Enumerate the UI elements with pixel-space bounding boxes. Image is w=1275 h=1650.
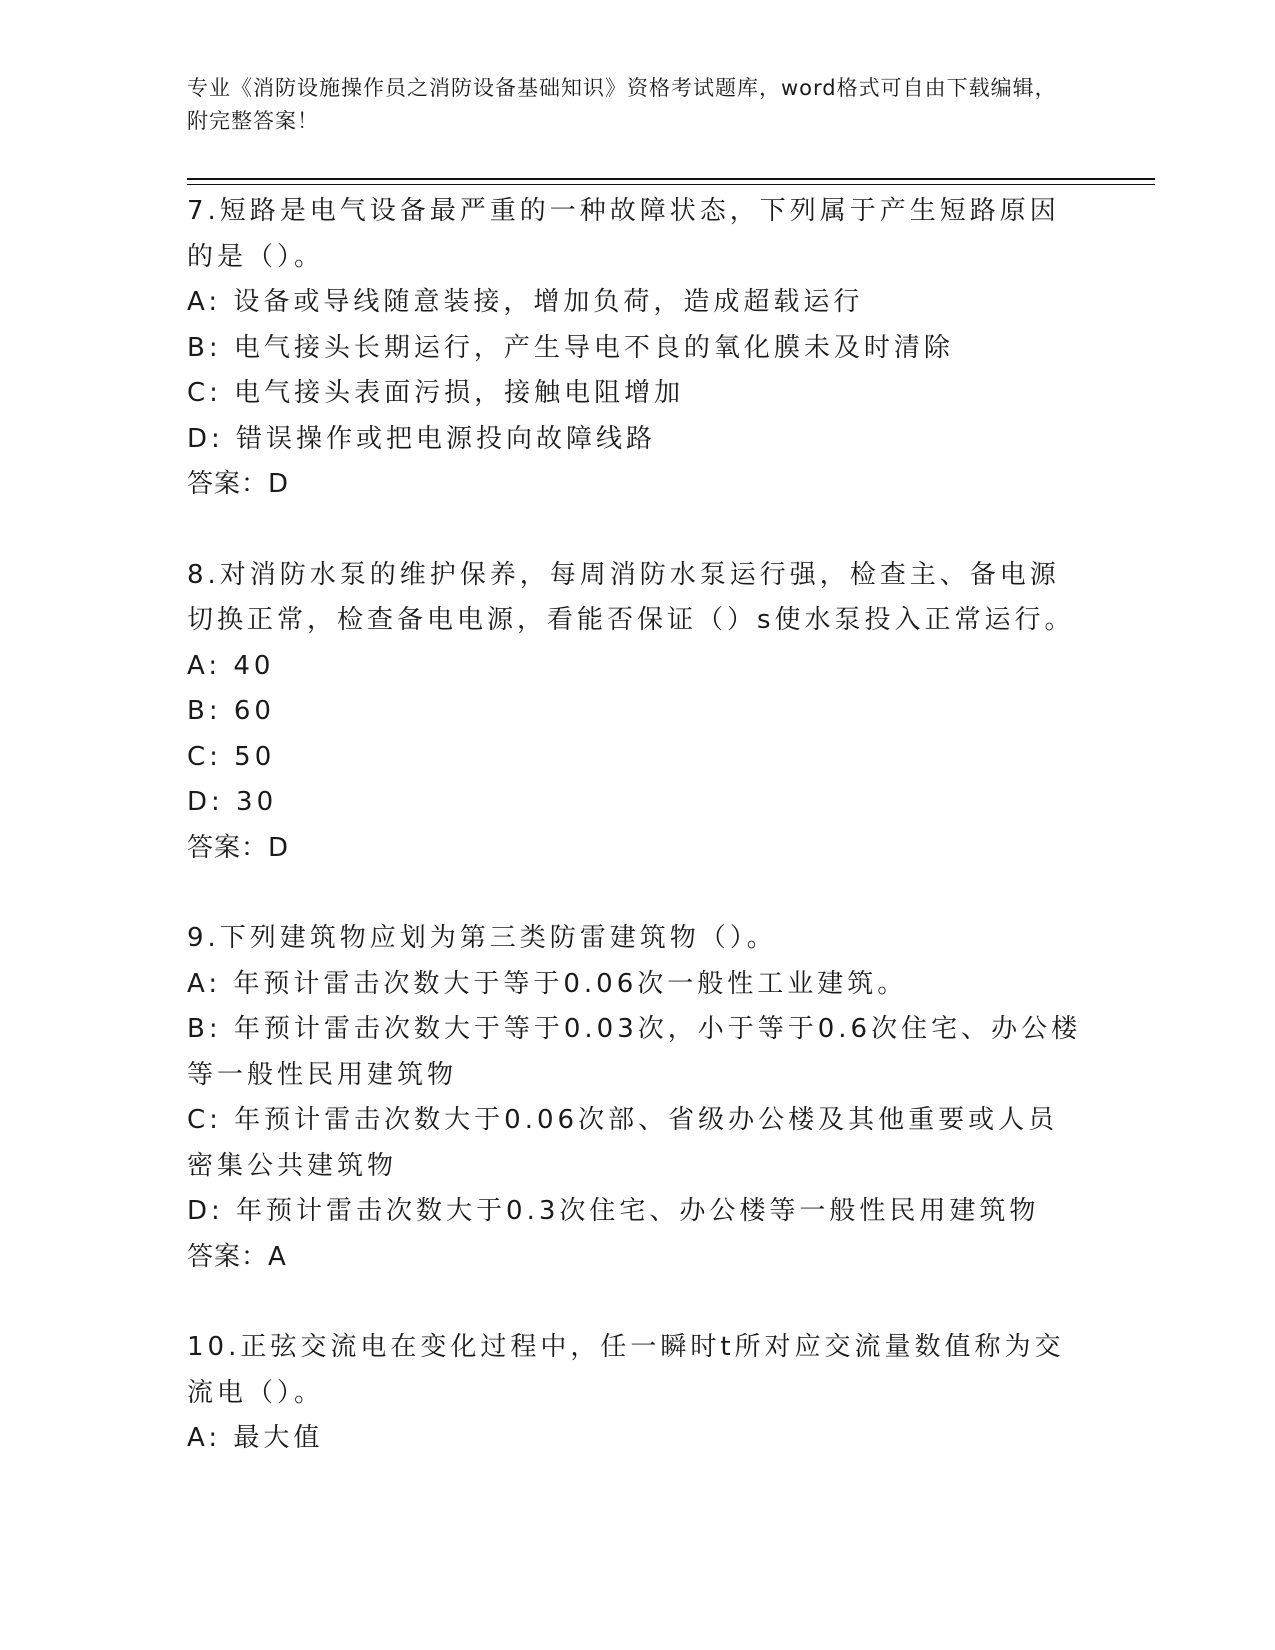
answer: 答案：D xyxy=(187,832,290,863)
header-rule-thin xyxy=(187,184,1155,185)
question-8 xyxy=(187,553,1087,872)
option-c: C: 年预计雷击次数大于0.06次部、省级办公楼及其他重要或人员密集公共建筑物 xyxy=(187,1105,1059,1181)
option-c: C: 电气接头表面污损，接触电阻增加 xyxy=(187,378,685,408)
question-stem: 7.短路是电气设备最严重的一种故障状态，下列属于产生短路原因的是（）。 xyxy=(187,196,1060,272)
option-b: B: 电气接头长期运行，产生导电不良的氧化膜未及时清除 xyxy=(187,332,954,363)
header-rule-thick xyxy=(187,178,1155,180)
answer: 答案：A xyxy=(187,1241,287,1272)
option-b: B: 60 xyxy=(187,696,275,726)
question-9 xyxy=(187,916,1087,1280)
option-a: A: 40 xyxy=(187,650,275,681)
option-d: D: 错误操作或把电源投向故障线路 xyxy=(187,423,657,454)
question-list xyxy=(187,189,1087,1462)
question-7 xyxy=(187,189,1087,508)
option-a: A: 年预计雷击次数大于等于0.06次一般性工业建筑。 xyxy=(187,968,908,999)
option-d: D: 30 xyxy=(187,787,278,817)
option-a: A: 设备或导线随意装接，增加负荷，造成超载运行 xyxy=(187,287,864,317)
option-b: B: 年预计雷击次数大于等于0.03次，小于等于0.6次住宅、办公楼等一般性民用建筑物 xyxy=(187,1014,1082,1090)
option-d: D: 年预计雷击次数大于0.3次住宅、办公楼等一般性民用建筑物 xyxy=(187,1196,1040,1226)
document-header: 专业《消防设施操作员之消防设备基础知识》资格考试题库，word格式可自由下载编辑，附完整答案！ xyxy=(187,76,1057,133)
option-c: C: 50 xyxy=(187,741,276,772)
question-stem: 9.下列建筑物应划为第三类防雷建筑物（）。 xyxy=(187,923,777,953)
question-stem: 8.对消防水泵的维护保养，每周消防水泵运行强，检查主、备电源切换正常，检查备电电源，看能否保证（）s使水泵投入正常运行。 xyxy=(187,559,1075,635)
answer: 答案：D xyxy=(187,469,290,499)
option-a: A: 最大值 xyxy=(187,1423,324,1453)
question-stem: 10.正弦交流电在变化过程中，任一瞬时t所对应交流量数值称为交流电（）。 xyxy=(187,1332,1065,1408)
question-10 xyxy=(187,1325,1087,1462)
